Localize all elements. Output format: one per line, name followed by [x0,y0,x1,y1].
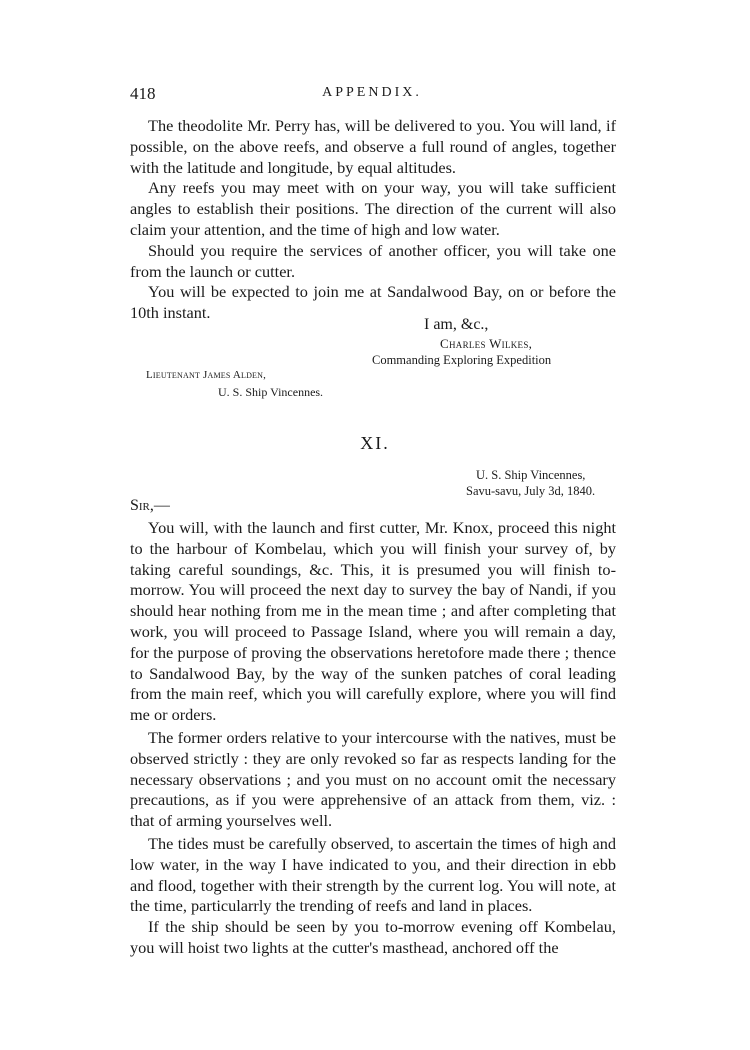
addressee-name: Lieutenant James Alden, [146,369,267,381]
signature-name: Charles Wilkes, [440,336,533,351]
page-number: 418 [130,84,156,103]
dateline-place-date: Savu-savu, July 3d, 1840. [466,484,596,498]
section-number: XI. [360,433,390,453]
closing-line: I am, &c., [424,316,489,333]
paragraph: You will, with the launch and first cutter, Mr. Knox, proceed this night to the harbour of Kombelau, which you will finish your survey of, by taking careful soundings, &c. This, it is presumed you will finish to-morrow. You will proceed the next day to survey the bay of Nandi, if you should hear nothing from me in the mean time ; and after completing that work, you will proceed to Passage Island, where you will remain a day, for the purpose of proving the observations heretofore made there ; thence to Sandalwood Bay, by the way of the sunken patches of coral leading from the main reef, which you will carefully explore, where you will find me or orders. [130,518,616,725]
paragraph: You will be expected to join me at Sandalwood Bay, on or before the 10th instant. [130,282,616,323]
letter-x-body [130,116,616,324]
dateline-ship: U. S. Ship Vincennes, [476,468,586,482]
paragraph: Should you require the services of another officer, you will take one from the launch or cutter. [130,240,616,281]
running-title: APPENDIX. [322,85,422,100]
letter-xi-body [130,518,616,959]
paragraph: The theodolite Mr. Perry has, will be delivered to you. You will land, if possible, on the above reefs, and observe a full round of angles, together with the latitude and longitude, by equal altitudes. [130,116,616,177]
paragraph: Any reefs you may meet with on your way, you will take sufficient angles to establish their positions. The direction of the current will also claim your attention, and the time of high and low water. [130,178,616,239]
paragraph: The former orders relative to your intercourse with the natives, must be observed strictly : they are only revoked so far as respects landing for the necessary observations ; and you must on no account omit the necessary precautions, as if you were apprehensive of an attack from them, viz. : that of arming yourselves well. [130,727,616,831]
salutation: Sir,— [130,497,170,514]
signature-title: Commanding Exploring Expedition [372,353,552,367]
page-header [130,84,614,108]
paragraph: If the ship should be seen by you to-morrow evening off Kombelau, you will hoist two lights at the cutter's masthead, anchored off the [130,917,616,957]
paragraph: The tides must be carefully observed, to ascertain the times of high and low water, in the way I have indicated to you, and their direction in ebb and flood, together with their strength by the current log. You will note, at the time, particularrly the trending of reefs and land in places. [130,833,616,916]
addressee-ship: U. S. Ship Vincennes. [218,385,324,399]
